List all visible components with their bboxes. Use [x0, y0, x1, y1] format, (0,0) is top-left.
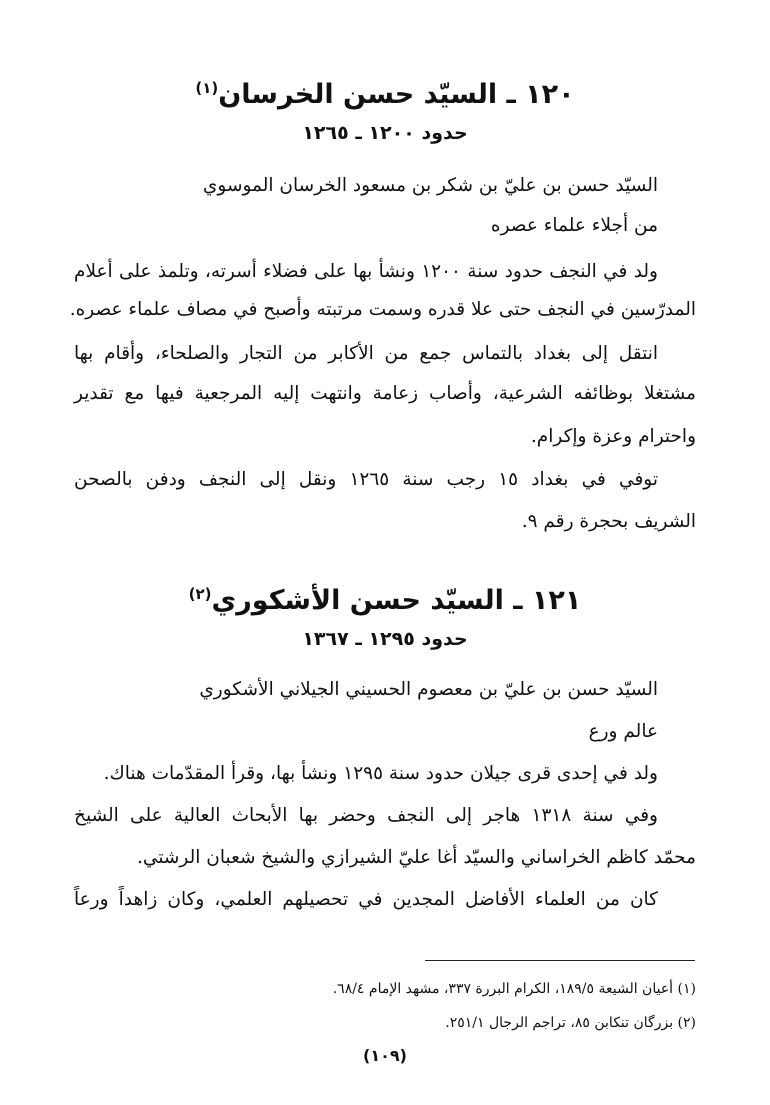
entry-title-text: ١٢١ ـ السيّد حسن الأشكوري: [211, 585, 582, 616]
footnote-2: (٢) بزرگان تنكابن ٨٥، تراجم الرجال ٢٥١/١.: [445, 1015, 696, 1031]
footnote-ref-1[interactable]: (١): [195, 79, 219, 97]
paragraph-line: المدرّسين في النجف حتى علا قدره وسمت مرتبته وأصبح في مصاف علماء عصره.: [69, 299, 696, 320]
paragraph-line: الشريف بحجرة رقم ٩.: [521, 511, 696, 532]
entry-dates-121: حدود ١٢٩٥ ـ ١٣٦٧: [302, 628, 468, 650]
footnote-1: (١) أعيان الشيعة ١٨٩/٥، الكرام البررة ٣٣٧، مشهد الإمام ٦٨/٤.: [332, 981, 696, 997]
footnote-divider: [425, 960, 695, 961]
paragraph-line: السيّد حسن بن عليّ بن شكر بن مسعود الخرسان الموسوي: [202, 175, 658, 196]
paragraph-line: عالم ورع: [588, 721, 658, 742]
paragraph-line: كان من العلماء الأفاضل المجدين في تحصيلهم العلمي، وكان زاهداً ورعاً: [74, 889, 658, 910]
paragraph-line: واحترام وعزة وإكرام.: [530, 426, 696, 447]
entry-title-121: [90, 574, 680, 621]
footnote-ref-2[interactable]: (٢): [188, 585, 212, 603]
paragraph-line: ولد في النجف حدود سنة ١٢٠٠ ونشأ بها على فضلاء أسرته، وتلمذ على أعلام: [74, 261, 658, 282]
paragraph-line: السيّد حسن بن عليّ بن معصوم الحسيني الجيلاني الأشكوري: [199, 679, 658, 700]
paragraph-line: مشتغلا بوظائفه الشرعية، وأصاب زعامة وانتهت إليه المرجعية فيها مع تقدير: [74, 383, 696, 404]
entry-title-120: [90, 68, 680, 115]
paragraph-line: ولد في إحدى قرى جيلان حدود سنة ١٢٩٥ ونشأ بها، وقرأ المقدّمات هناك.: [103, 763, 658, 784]
entry-dates-120: حدود ١٢٠٠ ـ ١٢٦٥: [302, 122, 468, 144]
paragraph-line: من أجلاء علماء عصره: [490, 215, 658, 236]
paragraph-line: وفي سنة ١٣١٨ هاجر إلى النجف وحضر بها الأبحاث العالية على الشيخ: [74, 805, 658, 826]
paragraph-line: انتقل إلى بغداد بالتماس جمع من الأكابر من التجار والصلحاء، وأقام بها: [74, 343, 658, 364]
page-number: (١٠٩): [363, 1046, 407, 1065]
paragraph-line: توفي في بغداد ١٥ رجب سنة ١٢٦٥ ونقل إلى النجف ودفن بالصحن: [74, 469, 658, 490]
paragraph-line: محمّد كاظم الخراساني والسيّد أغا عليّ الشيرازي والشيخ شعبان الرشتي.: [137, 847, 696, 868]
entry-title-text: ١٢٠ ـ السيّد حسن الخرسان: [218, 79, 575, 110]
